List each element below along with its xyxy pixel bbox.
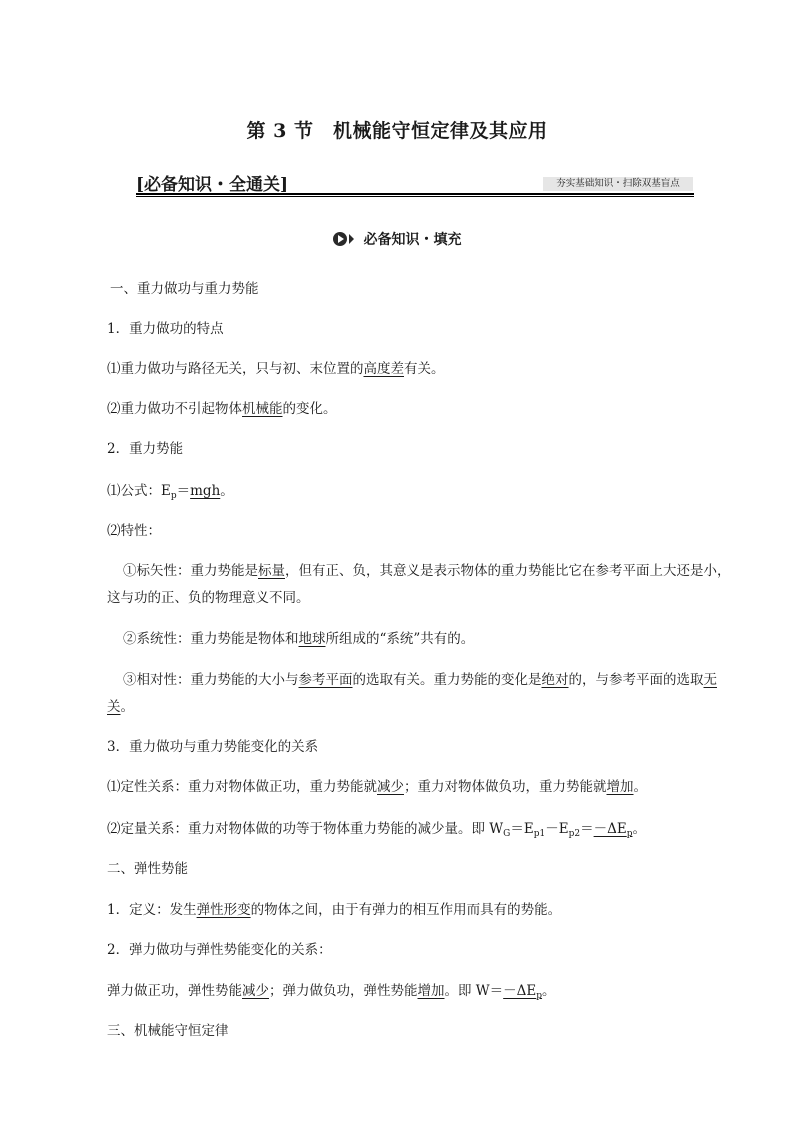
blank-answer xyxy=(503,983,542,999)
text: ⑴公式：E xyxy=(107,483,171,499)
heading-1-1: 1．重力做功的特点 xyxy=(107,321,224,337)
text: ＝ xyxy=(176,483,191,499)
para-properties: ⑵特性： xyxy=(107,523,161,539)
section-rule-thin xyxy=(136,196,694,197)
para-formula xyxy=(107,481,234,501)
blank-answer xyxy=(594,821,633,837)
text: －E xyxy=(545,821,569,837)
text: ⑵重力做功不引起物体 xyxy=(107,401,242,417)
blank-answer: 无 xyxy=(703,672,717,688)
page-title: 第 3 节 机械能守恒定律及其应用 xyxy=(246,120,548,142)
blank-answer: 减少 xyxy=(242,983,269,999)
text: ①标矢性：重力势能是 xyxy=(123,563,258,579)
para-relative xyxy=(123,670,717,690)
text: 。 xyxy=(632,821,646,837)
blank-answer: 增加 xyxy=(606,779,634,795)
heading-1-2: 2．重力势能 xyxy=(107,441,184,457)
heading-1-3: 3．重力做功与重力势能变化的关系 xyxy=(107,739,319,755)
text: 弹力做正功，弹性势能 xyxy=(107,983,242,999)
text: 的选取有关。重力势能的变化是 xyxy=(352,672,542,688)
text: 。 xyxy=(542,983,556,999)
text: 的，与参考平面的选取 xyxy=(568,672,704,688)
heading-2: 二、弹性势能 xyxy=(107,861,188,877)
text: 。即 W＝ xyxy=(444,983,504,999)
text: 的变化。 xyxy=(282,401,337,417)
heading-3: 三、机械能守恒定律 xyxy=(107,1023,229,1039)
subscript: p xyxy=(536,991,543,1001)
para-qualitative xyxy=(107,777,647,797)
para-elastic xyxy=(107,981,556,1001)
subscript: p2 xyxy=(568,829,581,839)
section-slogan: 夯实基础知识・扫除双基盲点 xyxy=(543,177,693,191)
text: 有关。 xyxy=(404,361,445,377)
text: ，但有正、负，其意义是表示物体的重力势能比它在参考平面上大还是小， xyxy=(285,563,731,579)
subscript: p xyxy=(170,491,177,501)
para-scalar-cont: 这与功的正、负的物理意义不同。 xyxy=(107,590,310,606)
play-icon xyxy=(333,232,347,246)
subscript: p1 xyxy=(533,829,546,839)
blank-answer: mgh xyxy=(190,483,221,499)
blank-answer: 高度差 xyxy=(363,361,404,377)
section-heading: [必备知识・全通关] xyxy=(136,175,289,195)
subscript: G xyxy=(503,829,511,839)
para-scalar xyxy=(123,561,731,581)
text: 。 xyxy=(633,779,647,795)
text: 1．定义：发生 xyxy=(107,902,197,918)
arrow-icon xyxy=(349,234,354,244)
subheading-text: 必备知识・填充 xyxy=(363,232,462,248)
text: ＝E xyxy=(510,821,534,837)
text: ③相对性：重力势能的大小与 xyxy=(123,672,299,688)
text: －ΔE xyxy=(503,983,537,999)
para-relative-cont xyxy=(107,697,134,717)
blank-answer: 增加 xyxy=(417,983,445,999)
heading-1: 一、重力做功与重力势能 xyxy=(110,281,259,297)
text: ②系统性：重力势能是物体和 xyxy=(123,631,299,647)
text: ；重力对物体做负功，重力势能就 xyxy=(404,779,607,795)
para-1 xyxy=(107,359,445,379)
blank-answer: 地球 xyxy=(298,631,326,647)
text: －ΔE xyxy=(593,821,627,837)
text: ＝ xyxy=(580,821,594,837)
text: ⑵定量关系：重力对物体做的功等于物体重力势能的减少量。即 W xyxy=(107,821,504,837)
text: 。 xyxy=(220,483,234,499)
para-definition xyxy=(107,900,561,920)
blank-answer: 减少 xyxy=(377,779,404,795)
text: 。 xyxy=(120,699,134,715)
para-quantitative xyxy=(107,819,646,839)
para-2 xyxy=(107,399,337,419)
subheading xyxy=(0,229,794,249)
para-system xyxy=(123,629,474,649)
text: ⑴定性关系：重力对物体做正功，重力势能就 xyxy=(107,779,377,795)
blank-answer: 机械能 xyxy=(242,401,283,417)
text: ⑴重力做功与路径无关，只与初、末位置的 xyxy=(107,361,364,377)
blank-answer: 关 xyxy=(107,699,121,715)
text: 所组成的“系统”共有的。 xyxy=(325,631,475,647)
blank-answer: 弹性形变 xyxy=(196,902,251,918)
text: 的物体之间，由于有弹力的相互作用而具有的势能。 xyxy=(250,902,562,918)
blank-answer: 参考平面 xyxy=(298,672,353,688)
blank-answer: 标量 xyxy=(258,563,285,579)
text: ；弹力做负功，弹性势能 xyxy=(269,983,418,999)
subscript: p xyxy=(626,829,633,839)
section-rule xyxy=(136,193,694,195)
heading-2-2: 2．弹力做功与弹性势能变化的关系： xyxy=(107,942,332,958)
blank-answer: 绝对 xyxy=(541,672,569,688)
